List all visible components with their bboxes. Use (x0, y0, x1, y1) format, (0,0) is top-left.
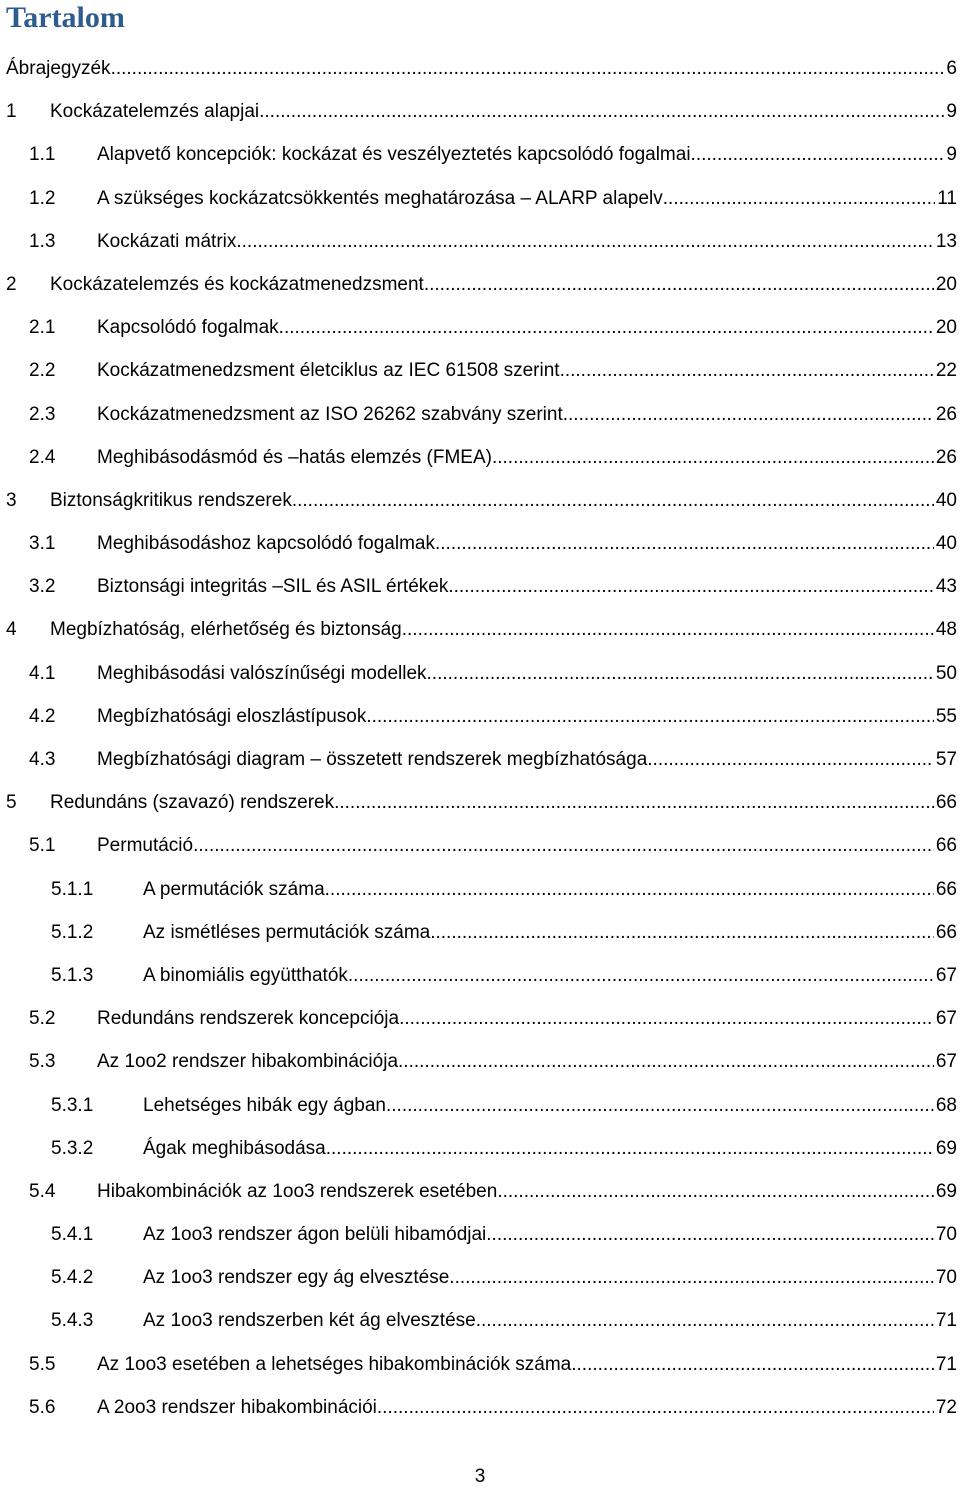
toc-entry-number: 4.3 (29, 749, 56, 770)
toc-entry-page: 22 (935, 360, 957, 382)
page-title: Tartalom (6, 1, 125, 34)
toc-entry-title: Meghibásodáshoz kapcsolódó fogalmak (97, 533, 435, 555)
toc-entry-number: 5.4.1 (51, 1224, 94, 1246)
toc-entry-page: 71 (935, 1310, 957, 1332)
toc-entry-title: A permutációk száma (143, 878, 325, 900)
toc-entry[interactable] (0, 306, 960, 349)
toc-entry-title: Az 1oo3 rendszerben két ág elvesztése (143, 1310, 476, 1332)
toc-entry[interactable] (0, 997, 960, 1040)
toc-entry-title: Kockázati mátrix (97, 230, 237, 252)
toc-entry-title: A binomiális együtthatók (143, 964, 348, 986)
toc-entry-number: 2 (6, 273, 17, 295)
toc-entry[interactable] (0, 263, 960, 306)
toc-entry-number: 5.5 (29, 1353, 56, 1375)
toc-entry[interactable] (0, 824, 960, 867)
toc-entry-page: 11 (937, 187, 957, 209)
toc-entry-page: 26 (935, 446, 957, 468)
toc-entry-title: Hibakombinációk az 1oo3 rendszerek esetében (97, 1180, 498, 1202)
toc-entry-page: 9 (946, 101, 957, 123)
toc-entry-number: 2.2 (29, 360, 56, 382)
dot-leader (377, 1386, 934, 1429)
toc-entry-page: 67 (935, 1008, 957, 1030)
toc-entry[interactable] (0, 1213, 960, 1256)
dot-leader (348, 954, 934, 997)
toc-entry-title: Permutáció (97, 835, 194, 857)
toc-entry[interactable] (0, 393, 960, 436)
toc-entry-page: 69 (935, 1180, 957, 1202)
dot-leader (427, 652, 934, 695)
toc-entry-page: 70 (935, 1224, 957, 1246)
toc-entry-number: 5.4.3 (51, 1310, 94, 1332)
toc-entry[interactable] (0, 1386, 960, 1429)
toc-entry-page: 68 (935, 1094, 957, 1116)
toc-entry-number: 5.6 (29, 1396, 56, 1418)
toc-entry-number: 5.1.3 (51, 964, 94, 986)
toc-entry-title: Redundáns (szavazó) rendszerek (50, 792, 335, 814)
toc-entry-number: 5.3.1 (51, 1094, 94, 1116)
dot-leader (334, 781, 934, 824)
toc-entry-title: Az 1oo2 rendszer hibakombinációja (97, 1051, 399, 1073)
toc-entry-title: Megbízhatóság, elérhetőség és biztonság (50, 619, 402, 641)
toc-entry-number: 1.3 (29, 230, 56, 252)
dot-leader (386, 1084, 934, 1127)
toc-entry[interactable] (0, 695, 960, 738)
toc-entry-number: 2.3 (29, 403, 56, 425)
toc-entry-number: 2.1 (29, 317, 56, 339)
toc-entry-page: 43 (935, 576, 957, 598)
toc-entry-title: Meghibásodási valószínűségi modellek (97, 662, 427, 684)
dot-leader (259, 90, 944, 133)
toc-entry-title: Meghibásodásmód és –hatás elemzés (FMEA) (97, 446, 492, 468)
dot-leader (399, 997, 934, 1040)
toc-entry-page: 70 (935, 1267, 957, 1289)
toc-entry-title: Ágak meghibásodása (143, 1137, 326, 1159)
toc-entry-number: 5.1 (29, 835, 56, 857)
dot-leader (563, 393, 934, 436)
toc-entry[interactable] (0, 652, 960, 695)
toc-entry-title: Megbízhatósági eloszlástípusok (97, 705, 367, 727)
toc-entry-title: Biztonsági integritás –SIL és ASIL értékek (97, 576, 449, 598)
toc-entry-number: 5.4 (29, 1180, 56, 1202)
dot-leader (111, 47, 945, 90)
dot-leader (663, 177, 936, 220)
toc-entry-page: 55 (935, 705, 957, 727)
toc-entry-title: Kockázatelemzés alapjai (50, 101, 260, 123)
toc-entry[interactable] (0, 1040, 960, 1083)
toc-entry-number: 2.4 (29, 446, 56, 468)
dot-leader (292, 479, 934, 522)
toc-entry-number: 3.1 (29, 533, 56, 555)
page-number: 3 (474, 1466, 486, 1487)
toc-entry-page: 9 (946, 144, 957, 166)
toc-entry-title: Megbízhatósági diagram – összetett rendszerek megbízhatósága (97, 749, 648, 770)
toc-entry-number: 5.1.2 (51, 921, 94, 943)
dot-leader (402, 608, 934, 651)
toc-entry-number: 5.4.2 (51, 1267, 94, 1289)
toc-entry-title: Az 1oo3 rendszer ágon belüli hibamódjai (143, 1224, 487, 1246)
toc-entry-number: 5.1.1 (51, 878, 94, 900)
toc-entry-number: 5.3.2 (51, 1137, 94, 1159)
toc-entry[interactable] (0, 608, 960, 651)
dot-leader (366, 695, 934, 738)
toc-entry-page: 20 (935, 317, 957, 339)
toc-entry-page: 66 (935, 792, 957, 814)
toc-entry-number: 4 (6, 619, 17, 641)
toc-entry[interactable] (0, 868, 960, 911)
toc-entry-page: 13 (935, 230, 957, 252)
toc-entry-title: Kapcsolódó fogalmak (97, 317, 279, 339)
toc-entry-page: 72 (935, 1396, 957, 1418)
dot-leader (398, 1040, 934, 1083)
dot-leader (430, 911, 934, 954)
toc-entry-page: 69 (935, 1137, 957, 1159)
toc-entry-page: 48 (935, 619, 957, 641)
toc-entry[interactable] (0, 133, 960, 176)
toc-entry[interactable] (0, 90, 960, 133)
toc-entry-number: 1 (6, 101, 17, 123)
dot-leader (448, 565, 934, 608)
toc-entry[interactable] (0, 1084, 960, 1127)
dot-leader (449, 1256, 934, 1299)
toc-entry-number: 4.1 (29, 662, 56, 684)
toc-entry-title: Kockázatmenedzsment az ISO 26262 szabvány szerint (97, 403, 563, 425)
dot-leader (424, 263, 934, 306)
toc-entry[interactable] (0, 738, 960, 781)
toc-entry-number: 1.1 (29, 144, 56, 166)
toc-entry-page: 66 (935, 921, 957, 943)
toc-entry[interactable] (0, 436, 960, 479)
toc-entry[interactable] (0, 911, 960, 954)
dot-leader (279, 306, 934, 349)
toc-entry[interactable] (0, 479, 960, 522)
dot-leader (236, 220, 933, 263)
toc-entry[interactable] (0, 47, 960, 90)
toc-entry-title: Az 1oo3 esetében a lehetséges hibakombinációk száma (97, 1353, 572, 1375)
toc-entry[interactable] (0, 565, 960, 608)
toc-entry-number: 1.2 (29, 187, 56, 209)
toc-entry-title: Biztonságkritikus rendszerek (50, 489, 292, 511)
toc-entry[interactable] (0, 522, 960, 565)
toc-entry-number: 3.2 (29, 576, 56, 598)
dot-leader (325, 868, 934, 911)
toc-entry[interactable] (0, 1170, 960, 1213)
toc-entry[interactable] (0, 1299, 960, 1342)
dot-leader (691, 133, 945, 176)
toc-entry[interactable] (0, 349, 960, 392)
dot-leader (326, 1127, 934, 1170)
toc-entry-number: 3 (6, 489, 17, 511)
toc-entry-page: 57 (935, 749, 957, 770)
toc-entry-number: 5.2 (29, 1008, 56, 1030)
toc-entry-page: 50 (935, 662, 957, 684)
toc-entry-page: 40 (935, 489, 957, 511)
toc-entry-title: Kockázatelemzés és kockázatmenedzsment (50, 273, 424, 295)
toc-entry-title: A szükséges kockázatcsökkentés meghatározása – ALARP alapelv (97, 187, 663, 209)
toc-entry[interactable] (0, 954, 960, 997)
toc-entry-page: 26 (935, 403, 957, 425)
toc-entry[interactable] (0, 781, 960, 824)
dot-leader (492, 436, 934, 479)
toc-entry-page: 6 (946, 58, 957, 79)
toc-entry-title: Kockázatmenedzsment életciklus az IEC 61508 szerint (97, 360, 560, 382)
toc-entry-page: 67 (935, 964, 957, 986)
toc-entry-page: 71 (935, 1353, 957, 1375)
dot-leader (571, 1343, 934, 1386)
toc-entry-page: 40 (935, 533, 957, 555)
dot-leader (435, 522, 934, 565)
table-of-contents (0, 47, 960, 1429)
dot-leader (497, 1170, 934, 1213)
dot-leader (560, 349, 934, 392)
toc-entry-page: 20 (935, 273, 957, 295)
toc-entry-title: Az ismétléses permutációk száma (143, 921, 431, 943)
toc-entry[interactable] (0, 1343, 960, 1386)
toc-entry-title: Alapvető koncepciók: kockázat és veszélyeztetés kapcsolódó fogalmai (97, 144, 691, 166)
toc-entry-page: 66 (935, 878, 957, 900)
toc-entry-page: 67 (935, 1051, 957, 1073)
toc-entry-title: Az 1oo3 rendszer egy ág elvesztése (143, 1267, 450, 1289)
toc-entry-number: 5 (6, 792, 17, 814)
toc-entry[interactable] (0, 177, 960, 220)
toc-entry-title: Lehetséges hibák egy ágban (143, 1094, 386, 1116)
toc-entry-title: Ábrajegyzék (6, 58, 111, 79)
toc-entry-page: 66 (935, 835, 957, 857)
dot-leader (476, 1299, 934, 1342)
dot-leader (193, 824, 934, 867)
toc-entry-title: Redundáns rendszerek koncepciója (97, 1008, 400, 1030)
toc-entry[interactable] (0, 1127, 960, 1170)
toc-entry-title: A 2oo3 rendszer hibakombinációi (97, 1396, 377, 1418)
dot-leader (486, 1213, 934, 1256)
dot-leader (647, 738, 934, 781)
toc-entry[interactable] (0, 220, 960, 263)
toc-entry-number: 5.3 (29, 1051, 56, 1073)
toc-entry-number: 4.2 (29, 705, 56, 727)
toc-entry[interactable] (0, 1256, 960, 1299)
